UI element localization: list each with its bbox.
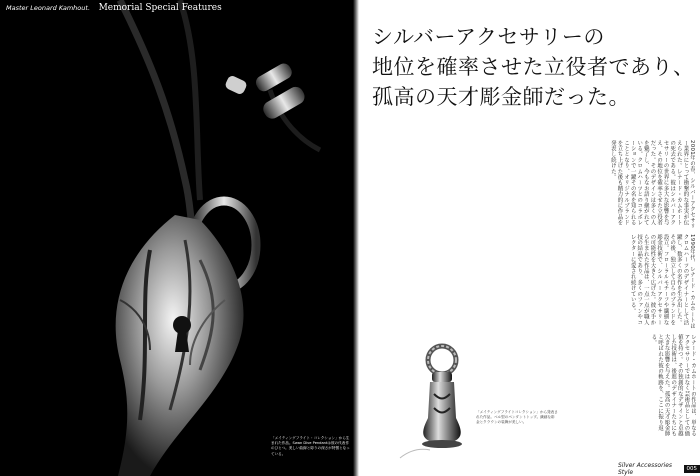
page-gutter bbox=[353, 0, 359, 476]
caption-left: 「メイティングフライト・コレクション」から生まれた作品。Swan Dive Pendantは彼の代表作のひとつ。美しい曲線と彫りの深さが特徴となっている。 bbox=[271, 436, 350, 456]
body-text-block-2: 1990年代、レナード・カムホートはクロムハーツのデザイナーとして活躍し、数多くの名作を生み出した。その後、独立して自らのブランドを設立。フローラルモチーフや繊細な彫金技術で、シルバーアクセサリーの可能性を大きく広げた。彼の手から生まれた作品は、一点一点が職人技の結晶であり、多くのファンやコレクターに愛され続けている。 bbox=[629, 234, 695, 329]
headline-line-2: 地位を確率させた立役者であり、 bbox=[372, 55, 695, 79]
headline-line-1: シルバーアクセサリーの bbox=[372, 25, 605, 49]
page-footer bbox=[618, 464, 700, 474]
body-text-block-3: レナード・カムホートの作品は、単なるアクセサリーではなく芸術品としての価値を持つ。その独創的なデザインと卓越した技術は、後進のデザイナーたちにも大きな影響を与えた。孤高の天才彫金師と呼ばれた彼の軌跡を、ここに振り返る。 bbox=[650, 334, 696, 437]
page-number: 005 bbox=[684, 465, 700, 473]
bell-pendant-photo bbox=[390, 338, 468, 462]
footer-style-label: Silver Accessories Style bbox=[618, 462, 673, 476]
headline bbox=[372, 22, 695, 112]
headline-line-3: 孤高の天才彫金師だった。 bbox=[372, 85, 630, 109]
header-feature-title: Memorial Special Features bbox=[98, 3, 222, 13]
header-author: Master Leonard Kamhout. bbox=[6, 4, 91, 12]
caption-right: 「メイティングフライトコレクション」から発表された作品。ベル型のペンダントトップ。繊細な彫金とクラウンの装飾が美しい。 bbox=[476, 410, 558, 425]
body-text-block-1: 2001年の春、シルバーアクセサリー業界にとって衝撃的な事実が伝えられた。レナード・カムホートの死去である。彼はシルバーアクセサリーの世界に多大な影響を与え、その地位を確率させた立役者だった。そのデザインは多くの人を魅了し、今もなお語り継がれている。クロムハーツとのコラボレーションで一躍その名を知られることとなり、オリジナルブランドを立ち上げた後も精力的に作品を発表し続けた。 bbox=[609, 140, 695, 230]
page-header bbox=[6, 3, 222, 13]
